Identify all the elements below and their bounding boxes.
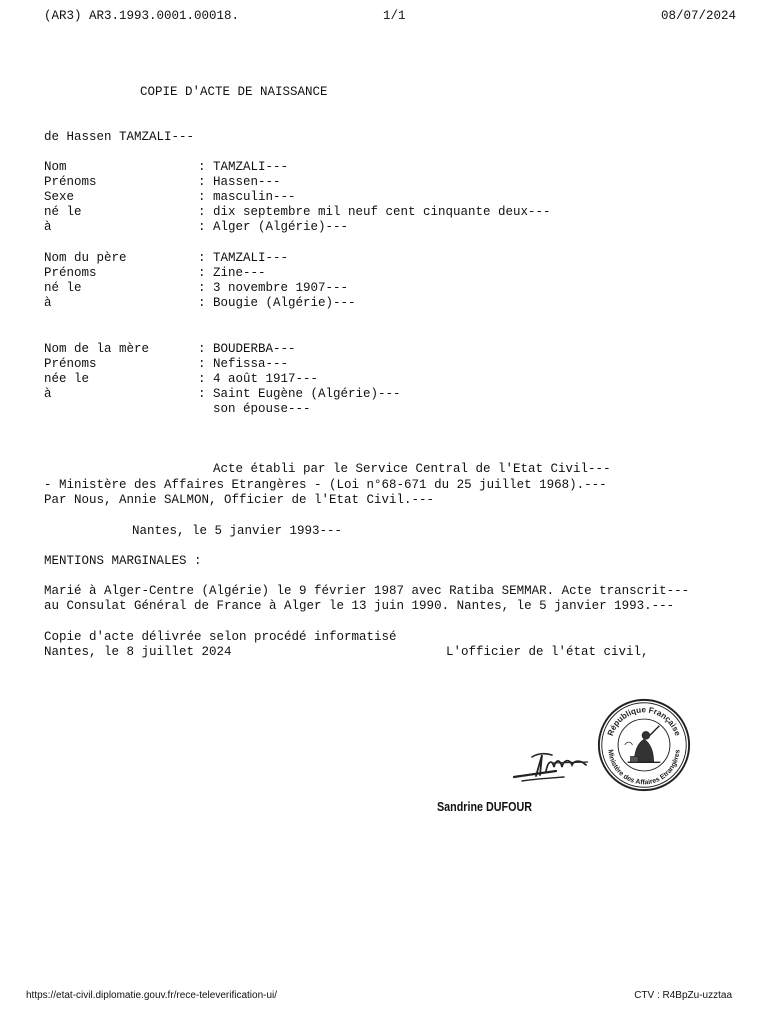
field-label: Prénoms — [44, 357, 97, 371]
document-reference: (AR3) AR3.1993.0001.00018. — [44, 9, 240, 23]
svg-text:Ministère des Affaires Etrangè: Ministère des Affaires Etrangères — [606, 749, 682, 787]
field-label: Prénoms — [44, 266, 97, 280]
field-value: BOUDERBA--- — [213, 342, 296, 356]
mention-line: Marié à Alger-Centre (Algérie) le 9 février 1987 avec Ratiba SEMMAR. Acte transcrit--- — [44, 584, 690, 598]
field-separator: : — [198, 387, 206, 401]
field-separator: : — [198, 357, 206, 371]
field-value: Alger (Algérie)--- — [213, 220, 349, 234]
field-separator: : — [198, 220, 206, 234]
act-line: Par Nous, Annie SALMON, Officier de l'Etat Civil.--- — [44, 493, 435, 507]
field-label: Sexe — [44, 190, 75, 204]
verification-url[interactable]: https://etat-civil.diplomatie.gouv.fr/rece-televerification-ui/ — [26, 990, 278, 1001]
field-separator: : — [198, 190, 206, 204]
field-value: Hassen--- — [213, 175, 281, 189]
field-label: à — [44, 296, 52, 310]
field-separator: : — [198, 205, 206, 219]
field-separator: : — [198, 281, 206, 295]
field-value: Nefissa--- — [213, 357, 289, 371]
field-separator: : — [198, 160, 206, 174]
field-label: Nom du père — [44, 251, 127, 265]
field-value: 3 novembre 1907--- — [213, 281, 349, 295]
ctv-code: CTV : R4BpZu-uzztaa — [634, 990, 732, 1001]
svg-text:République Française: République Française — [605, 705, 683, 738]
mentions-heading: MENTIONS MARGINALES : — [44, 554, 202, 568]
field-label: Nom de la mère — [44, 342, 150, 356]
field-separator: : — [198, 251, 206, 265]
delivery-note: Copie d'acte délivrée selon procédé informatisé — [44, 630, 397, 644]
field-value: 4 août 1917--- — [213, 372, 319, 386]
act-line: - Ministère des Affaires Etrangères - (Loi n°68-671 du 25 juillet 1968).--- — [44, 478, 607, 492]
field-value: masculin--- — [213, 190, 296, 204]
field-separator: : — [198, 372, 206, 386]
signatory-name: Sandrine DUFOUR — [437, 800, 532, 814]
act-place-date: Nantes, le 5 janvier 1993--- — [132, 524, 343, 538]
mention-line: au Consulat Général de France à Alger le 13 juin 1990. Nantes, le 5 janvier 1993.--- — [44, 599, 675, 613]
delivery-date: Nantes, le 8 juillet 2024 — [44, 645, 232, 659]
field-separator: : — [198, 266, 206, 280]
field-separator: : — [198, 175, 206, 189]
field-label: née le — [44, 372, 90, 386]
field-value: Bougie (Algérie)--- — [213, 296, 356, 310]
field-separator: : — [198, 296, 206, 310]
field-value: Zine--- — [213, 266, 266, 280]
field-value: dix septembre mil neuf cent cinquante deux--- — [213, 205, 551, 219]
official-seal — [596, 697, 692, 793]
document-subject: de Hassen TAMZALI--- — [44, 130, 195, 144]
field-value: Saint Eugène (Algérie)--- — [213, 387, 401, 401]
field-label: né le — [44, 205, 82, 219]
field-value: TAMZALI--- — [213, 251, 289, 265]
field-value: TAMZALI--- — [213, 160, 289, 174]
field-separator: : — [198, 342, 206, 356]
field-label: à — [44, 387, 52, 401]
header-date: 08/07/2024 — [660, 9, 736, 23]
field-value: son épouse--- — [213, 402, 311, 416]
document-title: COPIE D'ACTE DE NAISSANCE — [140, 85, 328, 99]
field-label: né le — [44, 281, 82, 295]
field-label: Nom — [44, 160, 67, 174]
page-number: 1/1 — [383, 9, 406, 23]
field-label: à — [44, 220, 52, 234]
field-label: Prénoms — [44, 175, 97, 189]
act-line: Acte établi par le Service Central de l'Etat Civil--- — [213, 462, 611, 476]
handwritten-signature — [512, 745, 592, 785]
officer-title: L'officier de l'état civil, — [446, 645, 649, 659]
